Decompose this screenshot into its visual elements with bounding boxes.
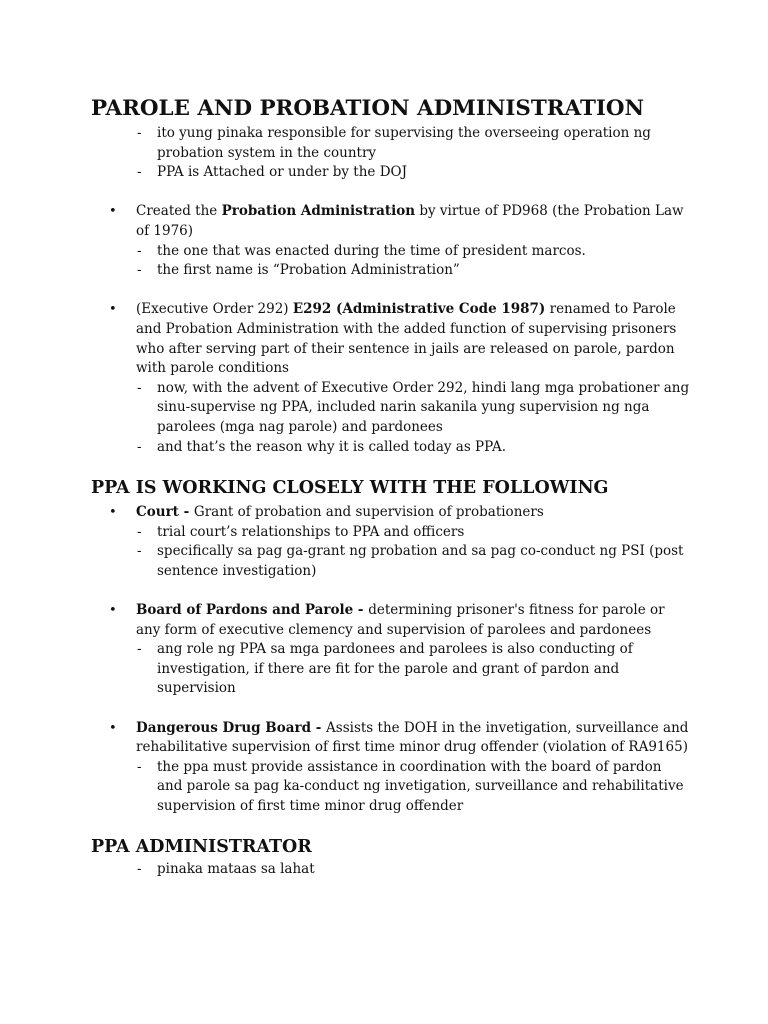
dash-item: - PPA is Attached or under by the DOJ bbox=[91, 163, 691, 183]
section-heading-ppa-administrator: PPA ADMINISTRATOR bbox=[91, 836, 312, 857]
bullet-bold-text: Court - bbox=[136, 504, 194, 521]
document-page bbox=[91, 94, 691, 879]
dash-item: - ang role ng PPA sa mga pardonees and parolees is also conducting of investigation, if there are fit for the parole and grant of pardon and supervision bbox=[91, 640, 691, 699]
bullet-text: Grant of probation and supervision of probationers bbox=[193, 504, 544, 521]
section-heading-parole-probation: PAROLE AND PROBATION ADMINISTRATION bbox=[91, 96, 645, 121]
bullet-item-probation-administration bbox=[91, 202, 691, 280]
dash-item: - the first name is “Probation Administration” bbox=[91, 261, 691, 281]
bullet-text: Assists the DOH in the invetigation, surveillance and rehabilitative supervision of first time minor drug offender (violation of RA9165) bbox=[136, 719, 689, 756]
bullet-text: (Executive Order 292) bbox=[136, 301, 293, 318]
bullet-text: determining prisoner's fitness for parole or any form of executive clemency and supervision of parolees and pardonees bbox=[136, 602, 665, 638]
dash-item: - and that’s the reason why it is called today as PPA. bbox=[91, 438, 691, 458]
dash-item: - the ppa must provide assistance in coordination with the board of pardon and parole sa pag ka-conduct ng invetigation, surveillance and rehabilitative supervision of first time minor drug offender bbox=[91, 758, 691, 817]
bullet-text: by virtue of PD968 (the Probation Law of 1976) bbox=[136, 203, 684, 239]
dash-item: - pinaka mataas sa lahat bbox=[91, 860, 691, 880]
dash-item: - now, with the advent of Executive Order 292, hindi lang mga probationer ang sinu-supervise ng PPA, included narin sakanila yung supervision ng nga parolees (mga nag parole) and pardonees bbox=[91, 379, 691, 438]
section-heading-working-closely: PPA IS WORKING CLOSELY WITH THE FOLLOWING bbox=[91, 478, 609, 499]
bullet-bold-text: Dangerous Drug Board - bbox=[136, 719, 327, 736]
dash-item: - specifically sa pag ga-grant ng probation and sa pag co-conduct ng PSI (post sentence investigation) bbox=[91, 542, 691, 581]
bullet-bold-text: Probation Administration bbox=[221, 203, 416, 220]
dash-item: - the one that was enacted during the time of president marcos. bbox=[91, 242, 691, 262]
bullet-text: renamed to Parole and Probation Administration with the added function of supervising prisoners who after serving part of their sentence in jails are released on parole, pardon with parole conditions bbox=[136, 301, 677, 377]
bullet-item-dangerous-drug-board bbox=[91, 719, 691, 817]
bullet-bold-text: Board of Pardons and Parole - bbox=[136, 602, 369, 619]
bullet-item-executive-order bbox=[91, 300, 691, 457]
bullet-text: Created the bbox=[136, 203, 222, 220]
bullet-item-court bbox=[91, 503, 691, 581]
dash-item: - trial court’s relationships to PPA and officers bbox=[91, 523, 691, 543]
bullet-item-board-pardons-parole bbox=[91, 601, 691, 699]
bullet-bold-text: E292 (Administrative Code 1987) bbox=[292, 301, 546, 318]
dash-item: - ito yung pinaka responsible for supervising the overseeing operation ng probation system in the country bbox=[91, 124, 691, 163]
